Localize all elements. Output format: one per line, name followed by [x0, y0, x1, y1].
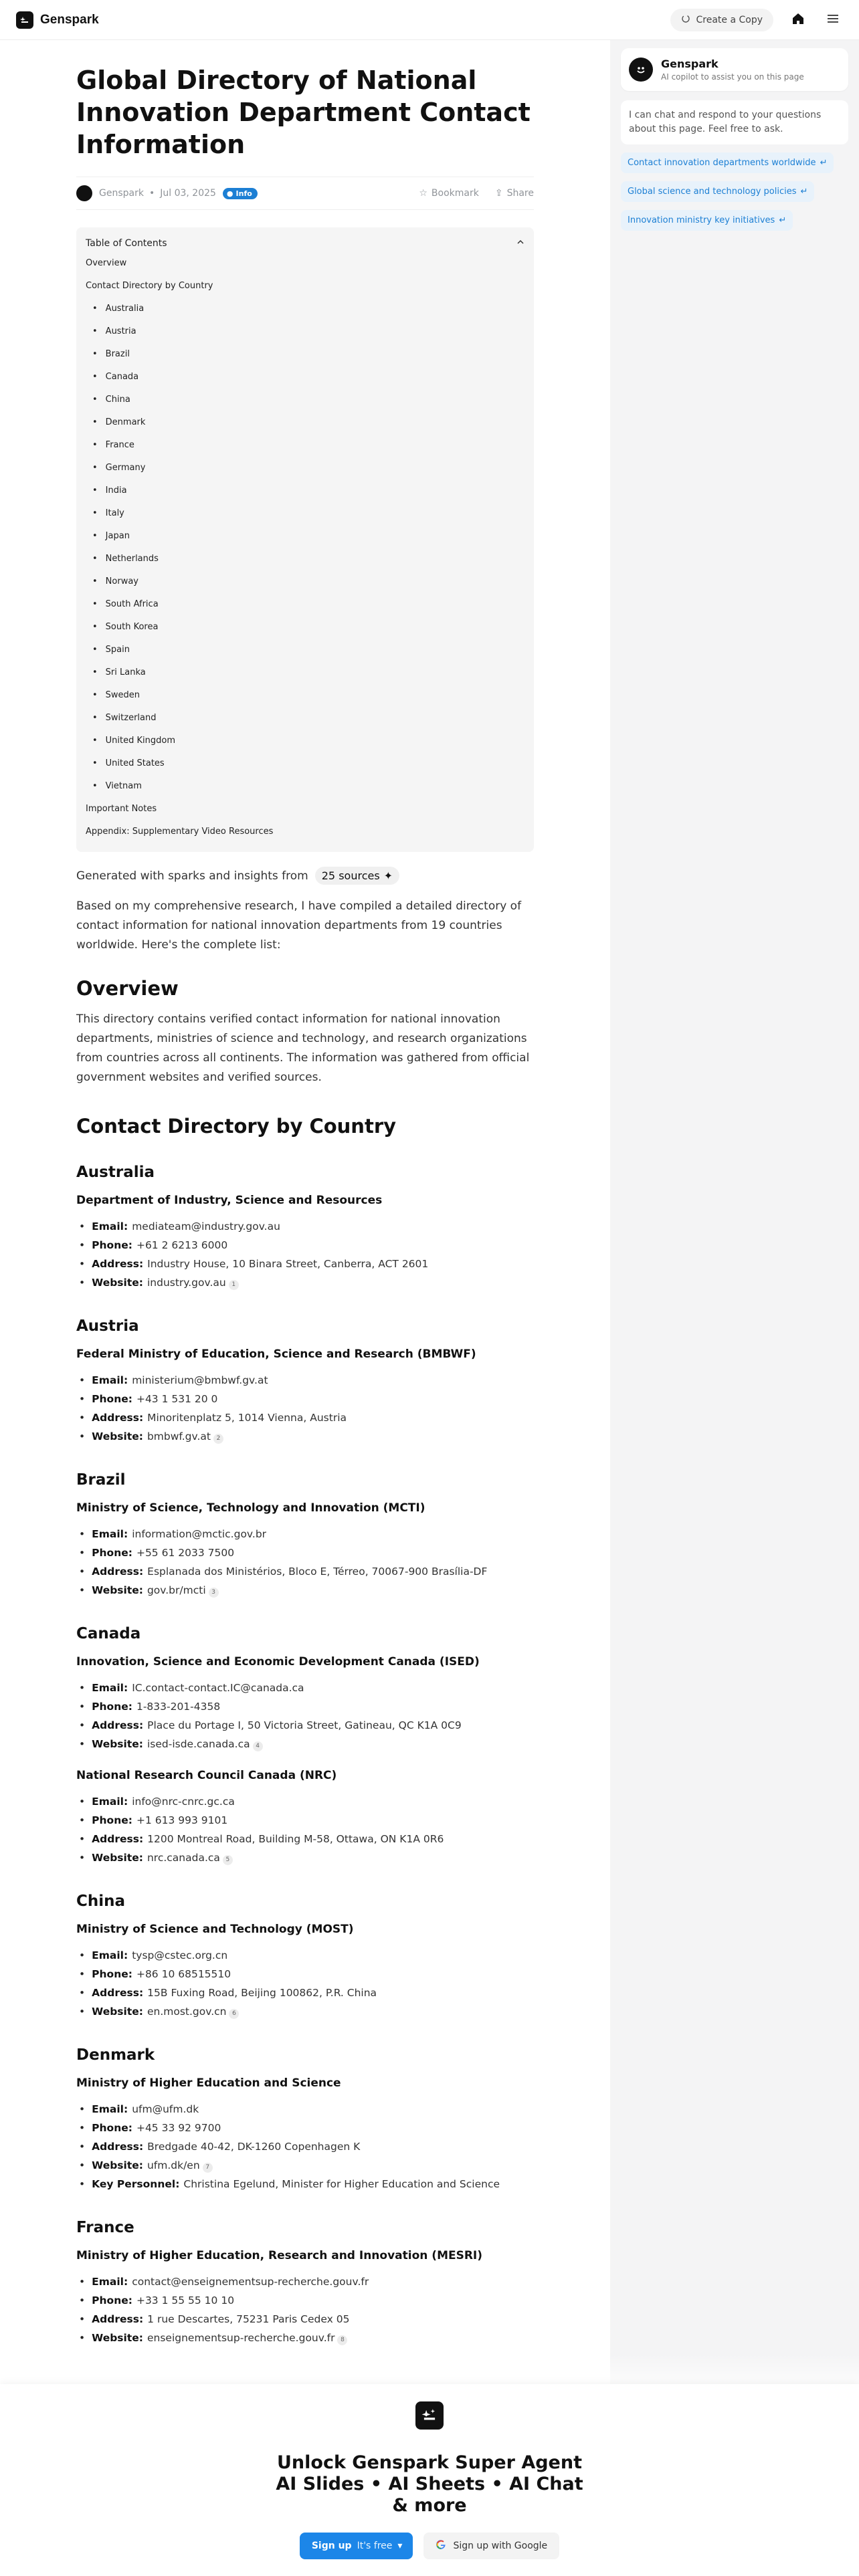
- organization-name: National Research Council Canada (NRC): [76, 1769, 337, 1782]
- home-button[interactable]: [788, 10, 808, 30]
- toc-item[interactable]: • China: [86, 388, 524, 411]
- organization-name: Department of Industry, Science and Resources: [76, 1194, 383, 1207]
- contact-field-label: • Phone:: [92, 1968, 132, 1980]
- contact-field-label: • Website:: [92, 1852, 143, 1864]
- citation-badge[interactable]: 4: [253, 1741, 263, 1751]
- contact-item: [76, 1679, 534, 1697]
- contact-field-label: • Address:: [92, 1566, 144, 1578]
- contact-list: [76, 1792, 534, 1867]
- contact-field-value: +43 1 531 20 0: [136, 1393, 218, 1405]
- toc-item[interactable]: • United States: [86, 752, 524, 774]
- contact-field-label: • Phone:: [92, 1393, 132, 1405]
- info-badge-label: Info: [235, 189, 252, 198]
- country-heading: Canada: [76, 1625, 141, 1642]
- brand[interactable]: [16, 11, 99, 29]
- citation-badge[interactable]: 3: [209, 1588, 219, 1598]
- sources-label: 25 sources: [321, 869, 380, 882]
- bookmark-button[interactable]: [419, 188, 479, 199]
- contact-item: [76, 1581, 534, 1600]
- return-icon: ↵: [800, 187, 808, 197]
- contact-field-label: • Email:: [92, 1796, 128, 1808]
- contact-list: [76, 1946, 534, 2021]
- contact-item: [76, 1946, 534, 1965]
- contact-field-label: • Address:: [92, 1719, 144, 1731]
- contact-item: [76, 1965, 534, 1983]
- contact-field-value: 1-833-201-4358: [136, 1701, 221, 1713]
- chevron-up-icon: [516, 238, 524, 249]
- contact-field-value: +86 10 68515510: [136, 1968, 231, 1980]
- contact-link[interactable]: bmbwf.gv.at: [147, 1430, 211, 1442]
- toc-item[interactable]: • Switzerland: [86, 706, 524, 729]
- google-signup-button[interactable]: [423, 2533, 559, 2559]
- sources-line: [76, 867, 534, 885]
- contact-item: [76, 2002, 534, 2021]
- contact-field-label: • Phone:: [92, 1239, 132, 1251]
- contact-field-label: • Address:: [92, 1987, 144, 1999]
- citation-badge[interactable]: 8: [337, 2335, 347, 2345]
- toc-item[interactable]: • Italy: [86, 502, 524, 524]
- organization-name: Ministry of Science, Technology and Innovation (MCTI): [76, 1501, 425, 1515]
- chevron-down-icon: ▾: [397, 2541, 403, 2551]
- contact-field-label: • Email:: [92, 2103, 128, 2115]
- contact-field-label: • Email:: [92, 1949, 128, 1961]
- contact-field-label: • Email:: [92, 2276, 128, 2288]
- copilot-sidebar: [610, 40, 859, 2394]
- contact-item: [76, 1543, 534, 1562]
- contact-field-label: • Address:: [92, 1258, 144, 1270]
- contact-field-label: • Phone:: [92, 2122, 132, 2134]
- contact-list: [76, 2100, 534, 2193]
- contact-list: [76, 1217, 534, 1292]
- contact-item: [76, 1848, 534, 1867]
- contact-field-value: Bredgade 40-42, DK-1260 Copenhagen K: [147, 2141, 361, 2153]
- toc-item[interactable]: • Vietnam: [86, 774, 524, 797]
- toc-item[interactable]: • Canada: [86, 365, 524, 388]
- create-copy-button[interactable]: [670, 9, 773, 31]
- author-name: Genspark: [99, 188, 144, 199]
- contact-item: [76, 1562, 534, 1581]
- contact-field-value: Industry House, 10 Binara Street, Canberra, ACT 2601: [147, 1258, 429, 1270]
- contact-field-label: • Email:: [92, 1682, 128, 1694]
- toc-item[interactable]: • Spain: [86, 638, 524, 661]
- contact-link[interactable]: info@nrc-cnrc.gc.ca: [132, 1796, 235, 1808]
- contact-link[interactable]: nrc.canada.ca: [147, 1852, 220, 1864]
- intro-paragraph: Based on my comprehensive research, I have compiled a detailed directory of contact information for national innovation departments from 19 countries worldwide. Here's the complete list:: [76, 899, 522, 952]
- contact-item: [76, 1427, 534, 1446]
- country-heading: Brazil: [76, 1471, 126, 1489]
- citation-badge[interactable]: 7: [203, 2163, 213, 2173]
- article-meta: [76, 177, 534, 210]
- copilot-name: Genspark: [661, 58, 719, 70]
- contact-field-label: • Website:: [92, 2159, 143, 2171]
- contact-field-label: • Phone:: [92, 2294, 132, 2306]
- contact-field-label: • Phone:: [92, 1701, 132, 1713]
- contact-item: [76, 1371, 534, 1390]
- contact-item: [76, 1525, 534, 1543]
- contact-field-label: • Address:: [92, 1412, 144, 1424]
- google-icon: [436, 2539, 446, 2553]
- contact-field-label: • Website:: [92, 1430, 143, 1442]
- share-icon: ⇪: [494, 188, 503, 199]
- contact-item: [76, 1983, 534, 2002]
- contact-field-value: +61 2 6213 6000: [136, 1239, 228, 1251]
- info-icon: ●: [226, 189, 233, 198]
- contact-link[interactable]: ufm@ufm.dk: [132, 2103, 199, 2115]
- contact-field-label: • Address:: [92, 1833, 144, 1845]
- signup-free-label: It's free: [357, 2541, 393, 2551]
- return-icon: ↵: [779, 215, 787, 225]
- copilot-avatar: [629, 58, 653, 82]
- country-heading: France: [76, 2219, 134, 2236]
- contact-item: [76, 1811, 534, 1830]
- contact-item: [76, 2272, 534, 2291]
- contact-link[interactable]: ised-isde.canada.ca: [147, 1738, 250, 1750]
- toc-item[interactable]: • Japan: [86, 524, 524, 547]
- author-avatar: [76, 185, 92, 201]
- contact-item: [76, 1792, 534, 1811]
- contact-link[interactable]: tysp@cstec.org.cn: [132, 1949, 228, 1961]
- contact-field-label: • Website:: [92, 2332, 143, 2344]
- top-bar: [0, 0, 859, 40]
- country-heading: Austria: [76, 1317, 139, 1335]
- organization-name: Ministry of Higher Education, Research and Innovation (MESRI): [76, 2249, 483, 2262]
- overview-heading: Overview: [76, 977, 179, 1000]
- contact-field-value: Place du Portage I, 50 Victoria Street, Gatineau, QC K1A 0C9: [147, 1719, 462, 1731]
- contact-item: [76, 2156, 534, 2175]
- contact-field-label: • Address:: [92, 2313, 144, 2325]
- contact-field-label: • Website:: [92, 1584, 143, 1596]
- toc-item[interactable]: • Denmark: [86, 411, 524, 433]
- toc-item[interactable]: • India: [86, 479, 524, 502]
- suggestion-label: Innovation ministry key initiatives: [628, 215, 775, 225]
- contact-field-label: • Phone:: [92, 1547, 132, 1559]
- contact-field-label: • Email:: [92, 1374, 128, 1386]
- suggestion-label: Contact innovation departments worldwide: [628, 158, 816, 168]
- contact-field-value: +33 1 55 55 10 10: [136, 2294, 235, 2306]
- toc-item[interactable]: Contact Directory by Country: [86, 280, 213, 291]
- contact-item: [76, 1697, 534, 1716]
- country-heading: Australia: [76, 1164, 155, 1181]
- contact-link[interactable]: ministerium@bmbwf.gv.at: [132, 1374, 268, 1386]
- contact-link[interactable]: ufm.dk/en: [147, 2159, 200, 2171]
- suggestion-chip[interactable]: [621, 181, 814, 202]
- contact-item: [76, 1236, 534, 1255]
- organization-name: Federal Ministry of Education, Science and Research (BMBWF): [76, 1348, 476, 1361]
- contact-field-value: 1 rue Descartes, 75231 Paris Cedex 05: [147, 2313, 350, 2325]
- genspark-logo: [16, 11, 33, 29]
- table-of-contents: [76, 227, 534, 852]
- contact-item: [76, 2329, 534, 2347]
- copilot-subtitle: AI copilot to assist you on this page: [661, 72, 804, 82]
- google-signup-label: Sign up with Google: [453, 2541, 548, 2551]
- signup-banner: [0, 2384, 859, 2576]
- genspark-logo: [415, 2401, 444, 2430]
- contact-item: [76, 1217, 534, 1236]
- directory-heading: Contact Directory by Country: [76, 1115, 397, 1138]
- overview-paragraph: This directory contains verified contact information for national innovation departments, ministries of science and technology, and research organizations from countries across all continents. The information was gathered from official government websites and verified sources.: [76, 1012, 530, 1084]
- toc-item[interactable]: • Sweden: [86, 683, 524, 706]
- contact-field-label: • Key Personnel:: [92, 2178, 180, 2190]
- contact-field-value: +55 61 2033 7500: [136, 1547, 235, 1559]
- contact-list: [76, 2272, 534, 2347]
- contact-item: [76, 1255, 534, 1273]
- info-badge: [223, 188, 258, 199]
- article: [76, 40, 534, 2347]
- toc-item[interactable]: • Norway: [86, 570, 524, 593]
- country-heading: China: [76, 1893, 126, 1910]
- contact-item: [76, 1390, 534, 1408]
- toc-item[interactable]: • Brazil: [86, 342, 524, 365]
- contact-list: [76, 1679, 534, 1753]
- bookmark-label: Bookmark: [431, 188, 479, 199]
- cta-title: Unlock Genspark Super Agent AI Slides • AI Sheets • AI Chat & more: [276, 2452, 583, 2516]
- toc-item[interactable]: • Austria: [86, 320, 524, 342]
- organization-name: Innovation, Science and Economic Development Canada (ISED): [76, 1655, 480, 1669]
- toc-item[interactable]: • Australia: [86, 297, 524, 320]
- toc-item[interactable]: • Netherlands: [86, 547, 524, 570]
- brand-name: Genspark: [40, 12, 99, 27]
- contact-field-label: • Website:: [92, 1738, 143, 1750]
- toc-item[interactable]: • United Kingdom: [86, 729, 524, 752]
- contact-item: [76, 2175, 534, 2193]
- sparkle-icon: ✦: [383, 869, 393, 882]
- toc-item[interactable]: • Germany: [86, 456, 524, 479]
- contact-field-value: +45 33 92 9700: [136, 2122, 221, 2134]
- contact-field-value: +1 613 993 9101: [136, 1814, 228, 1826]
- contact-field-value: Christina Egelund, Minister for Higher Education and Science: [183, 2178, 500, 2190]
- publish-date: Jul 03, 2025: [160, 188, 216, 199]
- copilot-header: [621, 48, 848, 91]
- copy-icon: [681, 14, 690, 26]
- toc-header[interactable]: [86, 235, 524, 251]
- contact-field-value: 1200 Montreal Road, Building M-58, Ottawa, ON K1A 0R6: [147, 1833, 444, 1845]
- citation-badge[interactable]: 2: [213, 1434, 223, 1444]
- contact-list: [76, 1371, 534, 1446]
- contact-link[interactable]: gov.br/mcti: [147, 1584, 206, 1596]
- page-title: Global Directory of National Innovation Department Contact Information: [76, 66, 531, 159]
- toc-item[interactable]: Important Notes: [86, 803, 157, 814]
- suggestion-chip[interactable]: [621, 152, 834, 173]
- contact-link[interactable]: industry.gov.au: [147, 1277, 226, 1289]
- suggestion-label: Global science and technology policies: [628, 187, 797, 197]
- menu-icon: [826, 12, 840, 28]
- contact-field-label: • Email:: [92, 1220, 128, 1232]
- contact-item: [76, 2100, 534, 2119]
- organization-name: Ministry of Science and Technology (MOST): [76, 1923, 354, 1936]
- signup-button[interactable]: [300, 2533, 413, 2559]
- suggestion-chip[interactable]: [621, 210, 793, 231]
- contact-field-value: Minoritenplatz 5, 1014 Vienna, Austria: [147, 1412, 347, 1424]
- return-icon: ↵: [820, 158, 828, 168]
- toc-item[interactable]: • Sri Lanka: [86, 661, 524, 683]
- country-heading: Denmark: [76, 2046, 155, 2064]
- contact-item: [76, 1273, 534, 1292]
- toc-item[interactable]: • South Africa: [86, 593, 524, 615]
- contact-item: [76, 2310, 534, 2329]
- citation-badge[interactable]: 5: [223, 1855, 233, 1865]
- home-icon: [791, 11, 805, 29]
- signup-label: Sign up: [311, 2541, 352, 2551]
- contact-link[interactable]: information@mctic.gov.br: [132, 1528, 267, 1540]
- contact-item: [76, 1716, 534, 1735]
- generated-text: Generated with sparks and insights from: [76, 869, 308, 883]
- create-copy-label: Create a Copy: [696, 14, 763, 25]
- contact-link[interactable]: contact@enseignementsup-recherche.gouv.fr: [132, 2276, 369, 2288]
- bookmark-icon: ☆: [419, 188, 427, 199]
- contact-item: [76, 1830, 534, 1848]
- contact-link[interactable]: mediateam@industry.gov.au: [132, 1220, 280, 1232]
- toc-item[interactable]: • France: [86, 433, 524, 456]
- contact-list: [76, 1525, 534, 1600]
- contact-field-label: • Address:: [92, 2141, 144, 2153]
- toc-item[interactable]: • South Korea: [86, 615, 524, 638]
- contact-item: [76, 2291, 534, 2310]
- citation-badge[interactable]: 1: [229, 1280, 239, 1290]
- contact-field-value: Esplanada dos Ministérios, Bloco E, Térreo, 70067-900 Brasília-DF: [147, 1566, 488, 1578]
- citation-badge[interactable]: 6: [229, 2009, 239, 2019]
- contact-field-label: • Website:: [92, 1277, 143, 1289]
- contact-item: [76, 1735, 534, 1753]
- contact-field-label: • Phone:: [92, 1814, 132, 1826]
- contact-field-label: • Email:: [92, 1528, 128, 1540]
- meta-separator: •: [149, 188, 155, 199]
- sources-button[interactable]: [315, 867, 399, 885]
- contact-link[interactable]: en.most.gov.cn: [147, 2006, 227, 2018]
- share-button[interactable]: [495, 188, 534, 199]
- toc-item[interactable]: Overview: [86, 257, 127, 268]
- contact-item: [76, 1408, 534, 1427]
- contact-link[interactable]: IC.contact-contact.IC@canada.ca: [132, 1682, 304, 1694]
- contact-field-value: 15B Fuxing Road, Beijing 100862, P.R. China: [147, 1987, 377, 1999]
- contact-item: [76, 2119, 534, 2137]
- contact-item: [76, 2137, 534, 2156]
- menu-button[interactable]: [823, 10, 843, 30]
- toc-item[interactable]: Appendix: Supplementary Video Resources: [86, 826, 274, 837]
- organization-name: Ministry of Higher Education and Science: [76, 2076, 341, 2090]
- share-label: Share: [506, 188, 534, 199]
- contact-field-label: • Website:: [92, 2006, 143, 2018]
- toc-title: Table of Contents: [86, 238, 167, 249]
- copilot-message: I can chat and respond to your questions about this page. Feel free to ask.: [621, 100, 848, 144]
- contact-link[interactable]: enseignementsup-recherche.gouv.fr: [147, 2332, 335, 2344]
